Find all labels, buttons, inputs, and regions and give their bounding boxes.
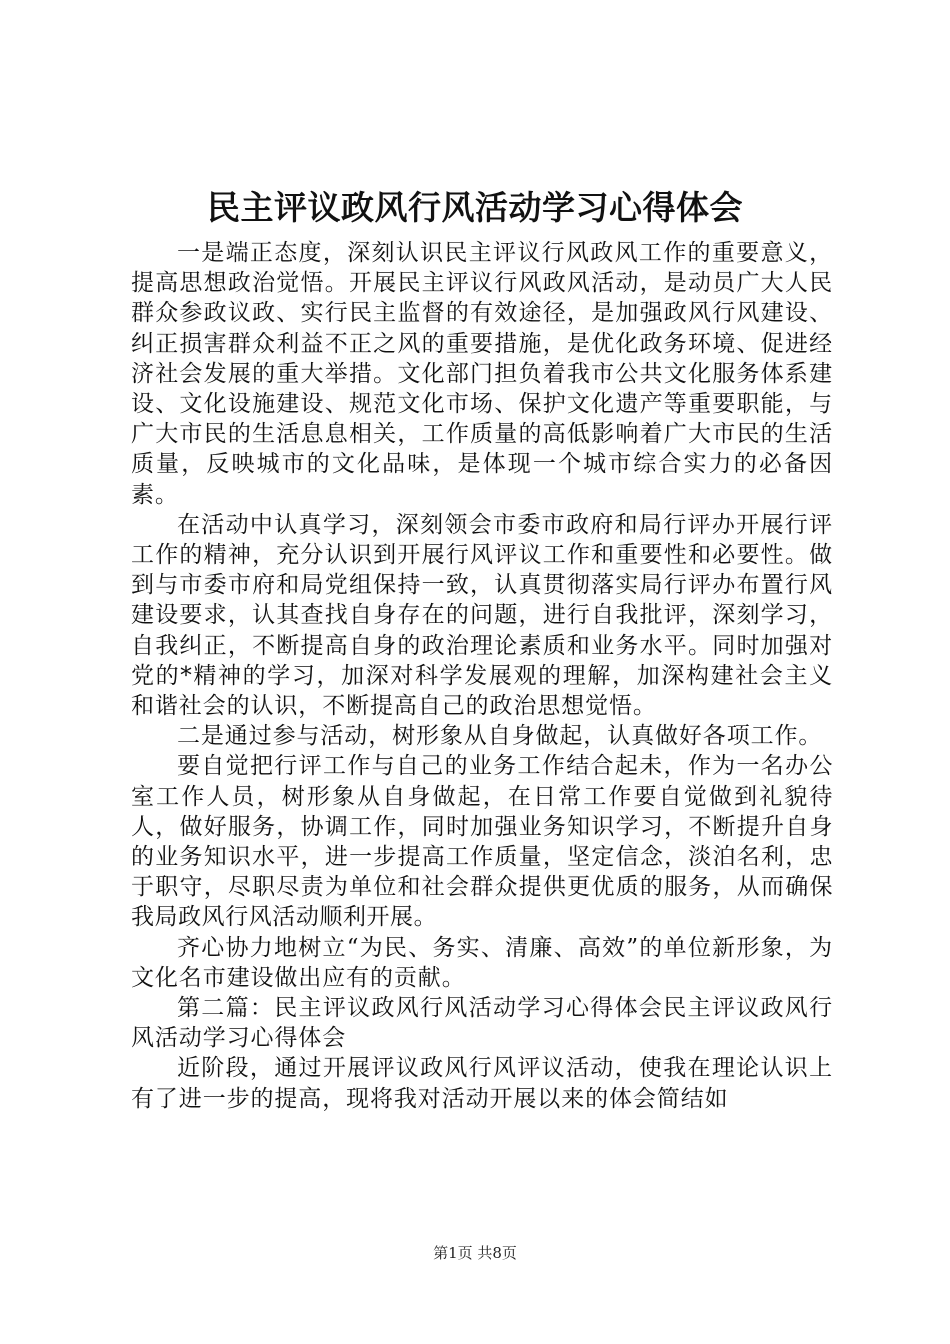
- paragraph-4: 要自觉把行评工作与自己的业务工作结合起未，作为一名办公室工作人员，树形象从自身做起，在日常工作要自觉做到礼貌待人，做好服务，协调工作，同时加强业务知识学习，不断提升自身的业务知识水平，进一步提高工作质量，坚定信念，淡泊名利，忠于职守，尽职尽责为单位和社会群众提供更优质的服务，从而确保我局政风行风活动顺利开展。: [131, 753, 833, 931]
- paragraph-6: 近阶段，通过开展评议政风行风评议活动，使我在理论认识上有了进一步的提高，现将我对活动开展以来的体会简结如: [131, 1055, 833, 1112]
- paragraph-1: 一是端正态度，深刻认识民主评议行风政风工作的重要意义，提高思想政治觉悟。开展民主评议行风政风活动，是动员广大人民群众参政议政、实行民主监督的有效途径，是加强政风行风建设、纠正损害群众利益不正之风的重要措施，是优化政务环境、促进经济社会发展的重大举措。文化部门担负着我市公共文化服务体系建设、文化设施建设、规范文化市场、保护文化遗产等重要职能，与广大市民的生活息息相关，工作质量的高低影响着广大市民的生活质量，反映城市的文化品味，是体现一个城市综合实力的必备因素。: [131, 240, 833, 508]
- paragraph-5: 齐心协力地树立“为民、务实、清廉、高效”的单位新形象，为文化名市建设做出应有的贡献。: [131, 934, 833, 991]
- section-heading-second-chapter: 第二篇：民主评议政风行风活动学习心得体会民主评议政风行风活动学习心得体会: [131, 995, 833, 1052]
- document-title: 民主评议政风行风活动学习心得体会: [207, 188, 743, 227]
- document-body: [131, 238, 833, 1114]
- paragraph-2: 在活动中认真学习，深刻领会市委市政府和局行评办开展行评工作的精神，充分认识到开展行风评议工作和重要性和必要性。做到与市委市府和局党组保持一致，认真贯彻落实局行评办布置行风建设要求，认其查找自身存在的问题，进行自我批评，深刻学习，自我纠正，不断提高自身的政治理论素质和业务水平。同时加强对党的*精神的学习，加深对科学发展观的理解，加深构建社会主义和谐社会的认识，不断提高自己的政治思想觉悟。: [131, 511, 833, 720]
- page-number-footer: 第1页 共8页: [433, 1244, 517, 1262]
- paragraph-3: 二是通过参与活动，树形象从自身做起，认真做好各项工作。: [177, 723, 823, 750]
